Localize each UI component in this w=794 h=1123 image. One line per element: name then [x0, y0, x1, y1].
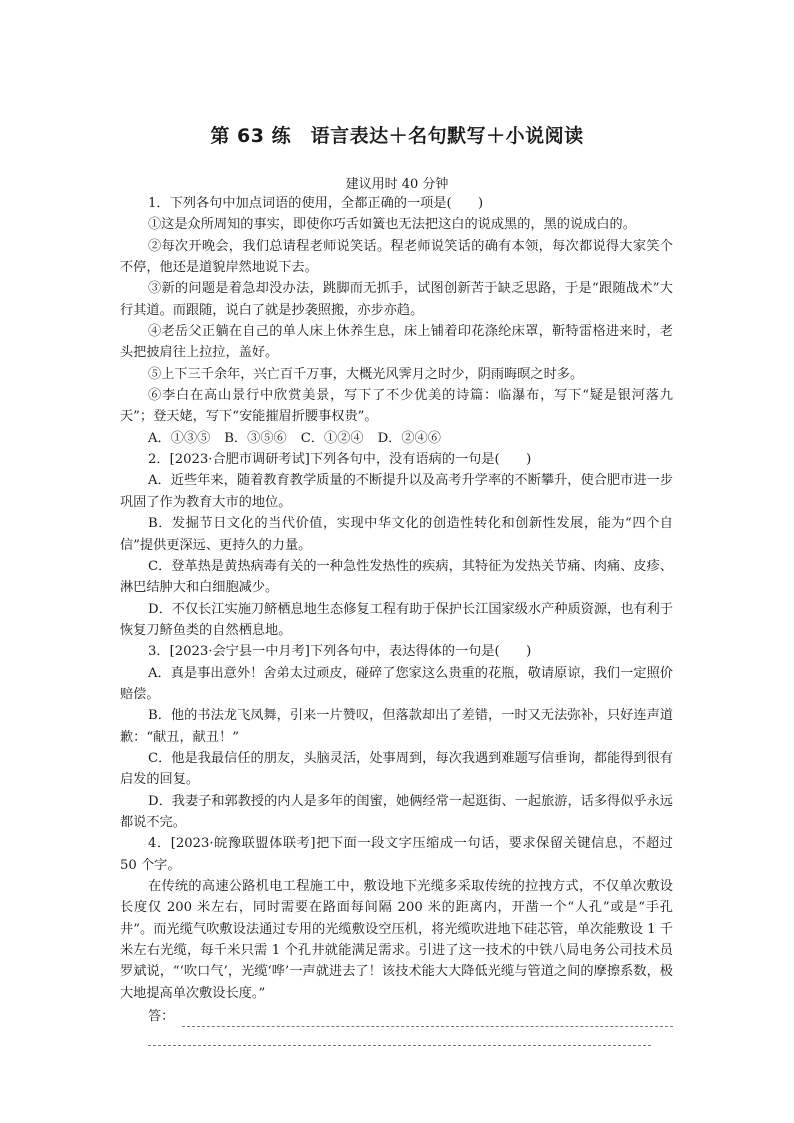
- question-1-options: [120, 428, 673, 449]
- question-4-passage: 在传统的高速公路机电工程施工中，敷设地下光缆多采取传统的拉拽方式，不仅单次敷设长度仅 200 米左右，同时需要在路面每间隔 200 米的距离内，开凿一个“人孔”或是“手孔井”。而光缆气吹敷设法通过专用的光缆敷设空压机，将光缆吹进地下硅芯管，单次能敷设 1 千米左右光缆，每千米只需 1 个孔井就能满足需求。引进了这一技术的中铁八局电务公司技术员罗斌说，“‘吹口气’，光缆‘哗’一声就进去了！该技术能大大降低光缆与管道之间的摩擦系数，极大地提高单次敷设长度。”: [120, 879, 673, 1001]
- page-title: 第 63 练 语言表达＋名句默写＋小说阅读: [210, 125, 584, 147]
- question-1-item-6: ⑥李白在高山景行中欣赏美景，写下了不少优美的诗篇：临瀑布，写下“疑是银河落九天”；登天姥，写下“安能摧眉折腰事权贵”。: [120, 388, 673, 425]
- question-1-item-4: ④老岳父正躺在自己的单人床上休养生息，床上铺着印花涤纶床罩，靳特雷格进来时，老头把披肩往上拉拉，盖好。: [120, 324, 673, 361]
- question-2-option-c[interactable]: C．登革热是黄热病毒有关的一种急性发热性的疾病，其特征为发热关节痛、肉痛、皮疹、淋巴结肿大和白细胞减少。: [120, 558, 673, 596]
- question-2-option-a[interactable]: A．近些年来，随着教育教学质量的不断提升以及高考升学率的不断攀升，使合肥市进一步巩固了作为教育大市的地位。: [120, 473, 673, 510]
- question-2-option-b[interactable]: B．发掘节日文化的当代价值，实现中华文化的创造性转化和创新性发展，能为“四个自信”提供更深远、更持久的力量。: [120, 516, 673, 553]
- time-suggestion: 建议用时 40 分钟: [345, 177, 449, 192]
- question-1-item-1: ①这是众所周知的事实，即使你巧舌如簧也无法把这白的说成黑的，黑的说成白的。: [148, 217, 636, 233]
- question-3-option-a[interactable]: A．真是事出意外！舍弟太过顽皮，碰碎了您家这么贵重的花瓶，敬请原谅，我们一定照价赔偿。: [120, 665, 673, 702]
- question-1-item-2: ②每次开晚会，我们总请程老师说笑话。程老师说笑话的确有本领，每次都说得大家笑个不停，他还是道貌岸然地说下去。: [120, 238, 673, 276]
- question-4-stem: 4．[2023·皖豫联盟体联考]把下面一段文字压缩成一句话，要求保留关键信息，不超过 50 个字。: [120, 836, 673, 873]
- question-3-option-b[interactable]: B．他的书法龙飞凤舞，引来一片赞叹，但落款却出了差错，一时又无法弥补，只好连声道歉：“献丑，献丑！”: [120, 708, 673, 745]
- question-2-option-d[interactable]: D．不仅长江实施刀鲚栖息地生态修复工程有助于保护长江国家级水产种质资源，也有利于恢复刀鲚鱼类的自然栖息地。: [120, 601, 673, 638]
- question-1-option-a[interactable]: A．①③⑤: [148, 430, 211, 446]
- question-1-option-c[interactable]: C．①②④: [300, 430, 364, 446]
- question-4-answer-line[interactable]: [120, 1004, 673, 1027]
- question-3-option-c[interactable]: C．他是我最信任的朋友，头脑灵活，处事周到，每次我遇到难题写信垂询，都能得到很有启发的回复。: [120, 750, 673, 788]
- answer-label: 答：: [148, 1008, 175, 1024]
- question-1-option-b[interactable]: B．③⑤⑥: [224, 430, 287, 446]
- question-1-item-3: ③新的问题是着急却没办法，跳脚而无抓手，试图创新苦于缺乏思路，于是“跟随战术”大行其道。而跟随，说白了就是抄袭照搬，亦步亦趋。: [120, 281, 673, 318]
- question-body: [120, 193, 673, 1046]
- question-1-item-5: ⑤上下三千余年，兴亡百千万事，大概光风霁月之时少，阴雨晦暝之时多。: [148, 366, 584, 382]
- question-1-stem: 1．下列各句中加点词语的使用，全都正确的一项是( ): [148, 196, 484, 211]
- question-3-option-d[interactable]: D．我妻子和郭教授的内人是多年的闺蜜，她俩经常一起逛街、一起旅游，话多得似乎永远都说不完。: [120, 793, 673, 830]
- question-2-stem: 2．[2023·合肥市调研考试]下列各句中，没有语病的一句是( ): [148, 452, 532, 468]
- question-3-stem: 3．[2023·会宁县一中月考]下列各句中，表达得体的一句是( ): [148, 644, 532, 660]
- question-1-option-d[interactable]: D．②④⑥: [377, 430, 441, 446]
- answer-blank-2[interactable]: [148, 1027, 651, 1046]
- answer-blank-1[interactable]: [182, 1012, 673, 1027]
